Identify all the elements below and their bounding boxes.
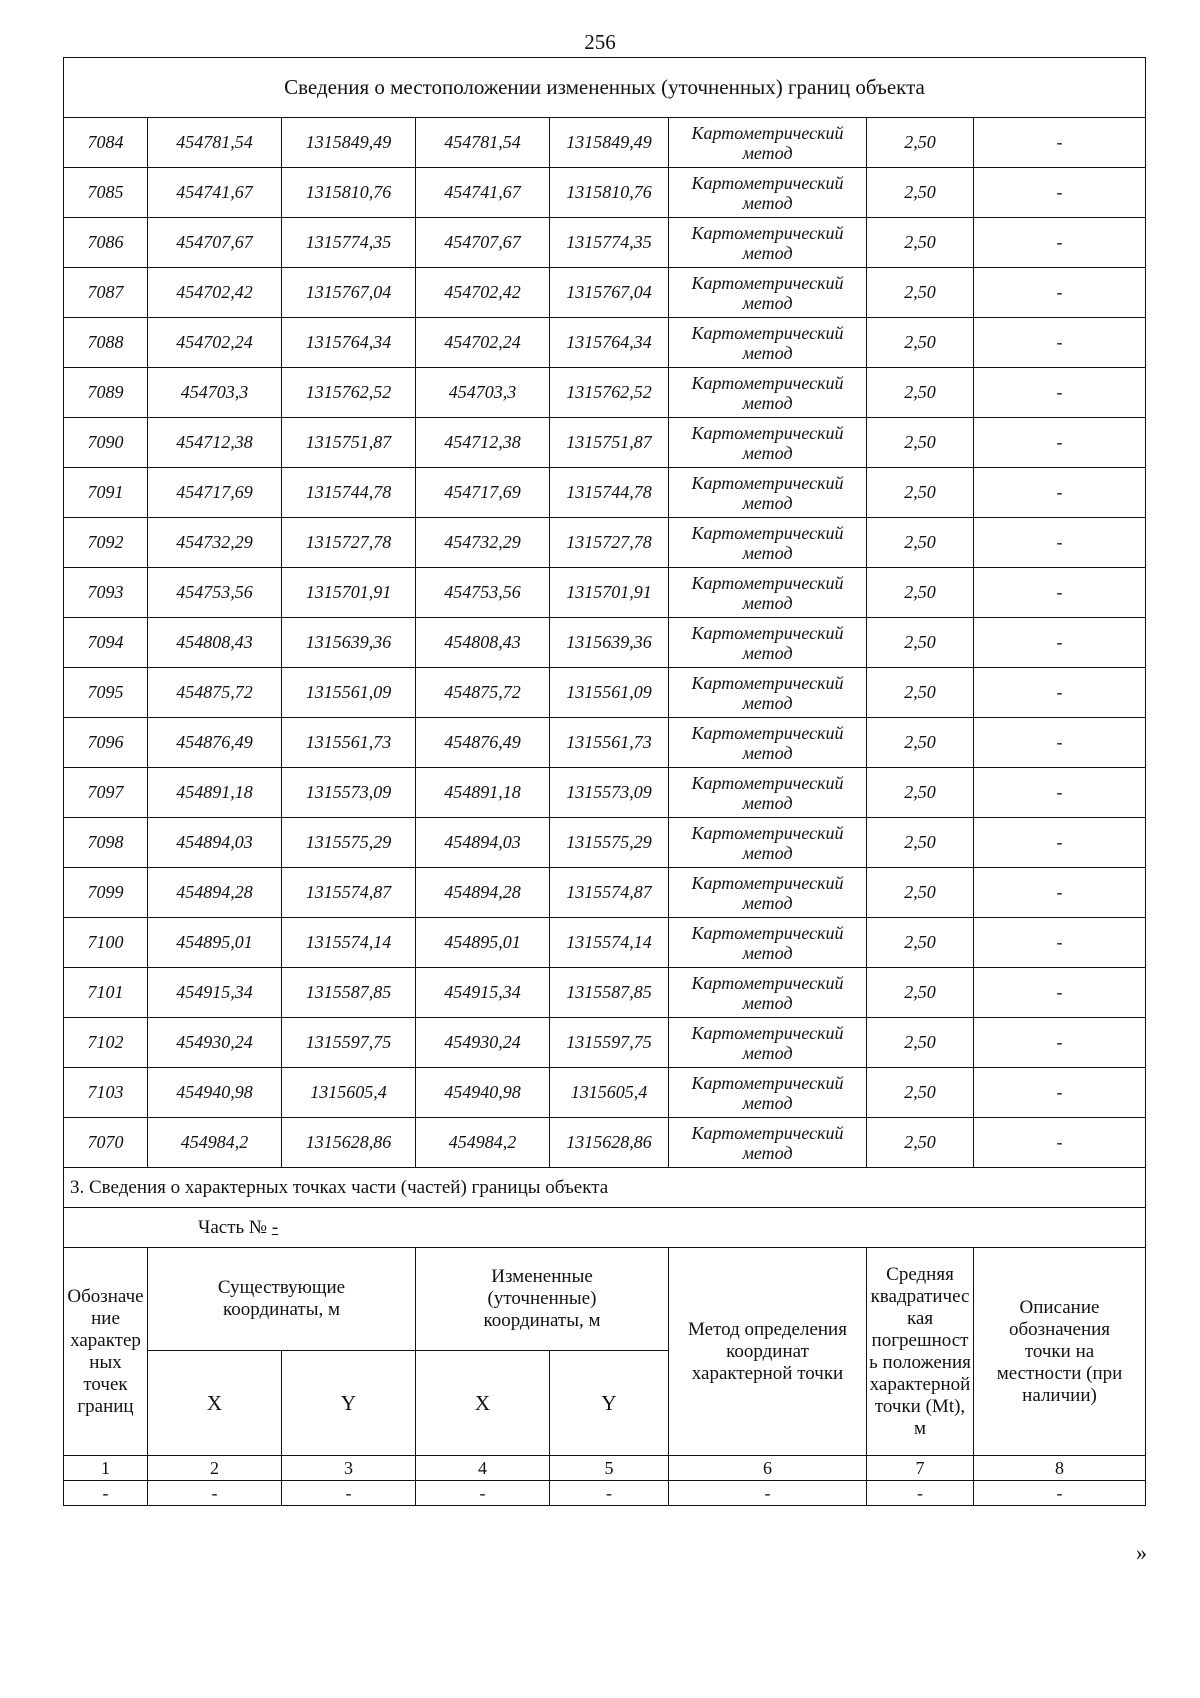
changed-y-cell: 1315573,09 [550, 768, 669, 818]
changed-x-cell: 454741,67 [416, 168, 550, 218]
existing-x-cell: 454876,49 [148, 718, 282, 768]
method-cell [669, 1018, 867, 1068]
mt-cell: 2,50 [867, 1068, 974, 1118]
changed-y-cell: 1315751,87 [550, 418, 669, 468]
existing-x-cell: 454891,18 [148, 768, 282, 818]
mt-cell: 2,50 [867, 368, 974, 418]
method-line: Картометрический [691, 372, 844, 393]
header-line: Метод определения [688, 1318, 847, 1340]
existing-x-cell: 454741,67 [148, 168, 282, 218]
method-line: метод [742, 692, 793, 713]
existing-y-cell: 1315764,34 [282, 318, 416, 368]
changed-y-cell: 1315574,87 [550, 868, 669, 918]
changed-x-cell: 454702,42 [416, 268, 550, 318]
header-changed-x: X [416, 1351, 550, 1456]
header-changed-y: Y [550, 1351, 669, 1456]
method-cell [669, 518, 867, 568]
empty-cell: - [282, 1481, 416, 1506]
point-id-cell: 7095 [64, 668, 148, 718]
header-method [669, 1248, 867, 1456]
method-line: метод [742, 492, 793, 513]
part-title [64, 1208, 1146, 1248]
header-line: погрешност [871, 1329, 969, 1351]
changed-x-cell: 454712,38 [416, 418, 550, 468]
existing-y-cell: 1315767,04 [282, 268, 416, 318]
empty-cell: - [867, 1481, 974, 1506]
table-row [64, 768, 1146, 818]
mt-cell: 2,50 [867, 118, 974, 168]
mt-cell: 2,50 [867, 668, 974, 718]
changed-x-cell: 454732,29 [416, 518, 550, 568]
method-line: Картометрический [691, 922, 844, 943]
existing-y-cell: 1315751,87 [282, 418, 416, 468]
method-line: Картометрический [691, 1122, 844, 1143]
existing-x-cell: 454875,72 [148, 668, 282, 718]
changed-x-cell: 454717,69 [416, 468, 550, 518]
point-id-cell: 7101 [64, 968, 148, 1018]
header-line: м [913, 1417, 927, 1439]
changed-x-cell: 454940,98 [416, 1068, 550, 1118]
changed-x-cell: 454930,24 [416, 1018, 550, 1068]
table-row [64, 718, 1146, 768]
mt-cell: 2,50 [867, 568, 974, 618]
changed-y-cell: 1315574,14 [550, 918, 669, 968]
header-line: Средняя [886, 1263, 954, 1285]
mt-cell: 2,50 [867, 318, 974, 368]
existing-x-cell: 454702,24 [148, 318, 282, 368]
method-line: Картометрический [691, 422, 844, 443]
description-cell: - [974, 368, 1146, 418]
table-row [64, 1068, 1146, 1118]
existing-y-cell: 1315587,85 [282, 968, 416, 1018]
column-number-cell: 1 [64, 1456, 148, 1481]
method-line: метод [742, 542, 793, 563]
existing-x-cell: 454707,67 [148, 218, 282, 268]
point-id-cell: 7103 [64, 1068, 148, 1118]
mt-cell: 2,50 [867, 618, 974, 668]
empty-cell: - [669, 1481, 867, 1506]
part-label: Часть № [198, 1216, 272, 1238]
description-cell: - [974, 418, 1146, 468]
column-number-cell: 7 [867, 1456, 974, 1481]
existing-x-cell: 454808,43 [148, 618, 282, 668]
method-line: метод [742, 192, 793, 213]
header-line: точек [83, 1373, 128, 1395]
column-number-cell: 5 [550, 1456, 669, 1481]
existing-x-cell: 454732,29 [148, 518, 282, 568]
description-cell: - [974, 1068, 1146, 1118]
header-line: местности (при [996, 1362, 1123, 1384]
existing-x-cell: 454984,2 [148, 1118, 282, 1168]
method-line: Картометрический [691, 772, 844, 793]
method-line: Картометрический [691, 522, 844, 543]
description-cell: - [974, 1018, 1146, 1068]
changed-y-cell: 1315639,36 [550, 618, 669, 668]
header-line: Обозначе [67, 1285, 144, 1307]
header-line: границ [77, 1395, 134, 1417]
existing-x-cell: 454915,34 [148, 968, 282, 1018]
method-cell [669, 868, 867, 918]
method-line: Картометрический [691, 172, 844, 193]
table-row [64, 118, 1146, 168]
method-cell [669, 268, 867, 318]
changed-y-cell: 1315764,34 [550, 318, 669, 368]
column-number-cell: 6 [669, 1456, 867, 1481]
method-line: Картометрический [691, 972, 844, 993]
method-cell [669, 368, 867, 418]
existing-x-cell: 454712,38 [148, 418, 282, 468]
table-row [64, 318, 1146, 368]
header-line: (уточненные) [487, 1288, 597, 1309]
existing-y-cell: 1315574,14 [282, 918, 416, 968]
mt-cell: 2,50 [867, 268, 974, 318]
changed-x-cell: 454707,67 [416, 218, 550, 268]
changed-y-cell: 1315628,86 [550, 1118, 669, 1168]
existing-y-cell: 1315561,09 [282, 668, 416, 718]
table-row [64, 968, 1146, 1018]
mt-cell: 2,50 [867, 168, 974, 218]
point-id-cell: 7099 [64, 868, 148, 918]
header-mt [867, 1248, 974, 1456]
header-existing-x: X [148, 1351, 282, 1456]
existing-y-cell: 1315574,87 [282, 868, 416, 918]
point-id-cell: 7086 [64, 218, 148, 268]
method-cell [669, 968, 867, 1018]
header-line: ние [91, 1307, 120, 1329]
empty-cell: - [416, 1481, 550, 1506]
column-number-cell: 8 [974, 1456, 1146, 1481]
table-row [64, 168, 1146, 218]
existing-x-cell: 454781,54 [148, 118, 282, 168]
mt-cell: 2,50 [867, 218, 974, 268]
method-cell [669, 1118, 867, 1168]
method-cell [669, 618, 867, 668]
empty-cell: - [64, 1481, 148, 1506]
point-id-cell: 7084 [64, 118, 148, 168]
description-cell: - [974, 618, 1146, 668]
point-id-cell: 7094 [64, 618, 148, 668]
table-row [64, 368, 1146, 418]
description-cell: - [974, 1118, 1146, 1168]
point-id-cell: 7089 [64, 368, 148, 418]
mt-cell: 2,50 [867, 1018, 974, 1068]
point-id-cell: 7088 [64, 318, 148, 368]
method-line: Картометрический [691, 1022, 844, 1043]
closing-quote: » [1136, 1540, 1147, 1565]
mt-cell: 2,50 [867, 968, 974, 1018]
changed-y-cell: 1315597,75 [550, 1018, 669, 1068]
existing-x-cell: 454894,28 [148, 868, 282, 918]
header-line: ь положения [869, 1351, 971, 1373]
point-id-cell: 7092 [64, 518, 148, 568]
method-line: Картометрический [691, 222, 844, 243]
table-row [64, 868, 1146, 918]
method-line: метод [742, 992, 793, 1013]
existing-y-cell: 1315605,4 [282, 1068, 416, 1118]
description-cell: - [974, 468, 1146, 518]
existing-x-cell: 454702,42 [148, 268, 282, 318]
section-title: Сведения о местоположении измененных (уточненных) границ объекта [64, 58, 1146, 118]
changed-y-cell: 1315561,09 [550, 668, 669, 718]
method-line: Картометрический [691, 672, 844, 693]
part-value: - [271, 1216, 279, 1238]
method-line: метод [742, 792, 793, 813]
method-line: Картометрический [691, 872, 844, 893]
table-row [64, 218, 1146, 268]
existing-y-cell: 1315561,73 [282, 718, 416, 768]
point-id-cell: 7097 [64, 768, 148, 818]
existing-y-cell: 1315762,52 [282, 368, 416, 418]
description-cell: - [974, 668, 1146, 718]
method-cell [669, 718, 867, 768]
header-line: координаты, м [483, 1310, 601, 1331]
method-line: Картометрический [691, 322, 844, 343]
existing-y-cell: 1315810,76 [282, 168, 416, 218]
method-line: Картометрический [691, 722, 844, 743]
header-line: характерной точки [691, 1362, 844, 1384]
changed-x-cell: 454808,43 [416, 618, 550, 668]
point-id-cell: 7070 [64, 1118, 148, 1168]
method-line: Картометрический [691, 572, 844, 593]
changed-x-cell: 454891,18 [416, 768, 550, 818]
description-cell: - [974, 768, 1146, 818]
method-line: метод [742, 892, 793, 913]
method-cell [669, 918, 867, 968]
existing-x-cell: 454753,56 [148, 568, 282, 618]
existing-y-cell: 1315774,35 [282, 218, 416, 268]
header-line: Измененные [491, 1266, 593, 1287]
mt-cell: 2,50 [867, 818, 974, 868]
changed-x-cell: 454703,3 [416, 368, 550, 418]
description-cell: - [974, 268, 1146, 318]
existing-y-cell: 1315597,75 [282, 1018, 416, 1068]
description-cell: - [974, 168, 1146, 218]
mt-cell: 2,50 [867, 868, 974, 918]
table-row [64, 518, 1146, 568]
method-cell [669, 768, 867, 818]
header-existing-coords [148, 1248, 416, 1351]
description-cell: - [974, 968, 1146, 1018]
existing-y-cell: 1315744,78 [282, 468, 416, 518]
method-line: Картометрический [691, 822, 844, 843]
changed-y-cell: 1315767,04 [550, 268, 669, 318]
column-number-cell: 3 [282, 1456, 416, 1481]
point-id-cell: 7090 [64, 418, 148, 468]
page-number: 256 [584, 30, 616, 54]
point-id-cell: 7100 [64, 918, 148, 968]
method-cell [669, 218, 867, 268]
existing-x-cell: 454895,01 [148, 918, 282, 968]
method-line: метод [742, 642, 793, 663]
point-id-cell: 7102 [64, 1018, 148, 1068]
existing-y-cell: 1315849,49 [282, 118, 416, 168]
description-cell: - [974, 868, 1146, 918]
header-line: точки на [1024, 1340, 1095, 1362]
changed-y-cell: 1315587,85 [550, 968, 669, 1018]
method-line: Картометрический [691, 622, 844, 643]
empty-cell: - [974, 1481, 1146, 1506]
changed-x-cell: 454875,72 [416, 668, 550, 718]
description-cell: - [974, 518, 1146, 568]
header-changed-coords [416, 1248, 669, 1351]
mt-cell: 2,50 [867, 518, 974, 568]
description-cell: - [974, 318, 1146, 368]
mt-cell: 2,50 [867, 468, 974, 518]
header-point-designation [64, 1248, 148, 1456]
section3-title: 3. Сведения о характерных точках части (частей) границы объекта [64, 1168, 1146, 1208]
table-row [64, 918, 1146, 968]
mt-cell: 2,50 [867, 768, 974, 818]
method-line: метод [742, 842, 793, 863]
changed-x-cell: 454895,01 [416, 918, 550, 968]
table-row [64, 268, 1146, 318]
method-line: Картометрический [691, 122, 844, 143]
changed-x-cell: 454781,54 [416, 118, 550, 168]
description-cell: - [974, 918, 1146, 968]
existing-y-cell: 1315628,86 [282, 1118, 416, 1168]
changed-x-cell: 454984,2 [416, 1118, 550, 1168]
method-line: метод [742, 942, 793, 963]
table-row [64, 1018, 1146, 1068]
changed-y-cell: 1315810,76 [550, 168, 669, 218]
header-line: точки (Mt), [874, 1395, 966, 1417]
empty-cell: - [148, 1481, 282, 1506]
method-cell [669, 168, 867, 218]
description-cell: - [974, 118, 1146, 168]
changed-y-cell: 1315605,4 [550, 1068, 669, 1118]
table-row [64, 1118, 1146, 1168]
method-cell [669, 418, 867, 468]
existing-x-cell: 454717,69 [148, 468, 282, 518]
column-number-cell: 2 [148, 1456, 282, 1481]
method-cell [669, 668, 867, 718]
point-id-cell: 7087 [64, 268, 148, 318]
table-row [64, 468, 1146, 518]
column-number-cell: 4 [416, 1456, 550, 1481]
changed-x-cell: 454894,28 [416, 868, 550, 918]
coordinates-table [63, 57, 1146, 1506]
point-id-cell: 7098 [64, 818, 148, 868]
point-id-cell: 7093 [64, 568, 148, 618]
table-row [64, 668, 1146, 718]
method-line: метод [742, 342, 793, 363]
method-line: метод [742, 142, 793, 163]
method-cell [669, 468, 867, 518]
header-line: Существующие [217, 1277, 346, 1298]
header-line: наличии) [1022, 1384, 1097, 1406]
existing-y-cell: 1315573,09 [282, 768, 416, 818]
existing-y-cell: 1315727,78 [282, 518, 416, 568]
description-cell: - [974, 568, 1146, 618]
point-id-cell: 7091 [64, 468, 148, 518]
changed-x-cell: 454753,56 [416, 568, 550, 618]
header-line: координаты, м [222, 1299, 341, 1320]
method-cell [669, 118, 867, 168]
changed-y-cell: 1315762,52 [550, 368, 669, 418]
method-line: метод [742, 592, 793, 613]
table-row [64, 1481, 1146, 1506]
description-cell: - [974, 718, 1146, 768]
existing-x-cell: 454703,3 [148, 368, 282, 418]
method-cell [669, 818, 867, 868]
method-line: метод [742, 1042, 793, 1063]
header-line: обозначения [1008, 1318, 1111, 1340]
existing-y-cell: 1315575,29 [282, 818, 416, 868]
method-line: метод [742, 292, 793, 313]
existing-x-cell: 454940,98 [148, 1068, 282, 1118]
empty-cell: - [550, 1481, 669, 1506]
header-line: координат [726, 1340, 809, 1362]
changed-x-cell: 454702,24 [416, 318, 550, 368]
changed-y-cell: 1315774,35 [550, 218, 669, 268]
method-line: метод [742, 742, 793, 763]
method-line: метод [742, 392, 793, 413]
table-row [64, 418, 1146, 468]
method-line: метод [742, 1142, 793, 1163]
mt-cell: 2,50 [867, 418, 974, 468]
method-line: Картометрический [691, 472, 844, 493]
existing-y-cell: 1315639,36 [282, 618, 416, 668]
table-row [64, 618, 1146, 668]
header-line: ных [89, 1351, 122, 1373]
mt-cell: 2,50 [867, 1118, 974, 1168]
mt-cell: 2,50 [867, 918, 974, 968]
header-line: кая [906, 1307, 934, 1329]
table-row [64, 568, 1146, 618]
header-line: Описание [1019, 1296, 1100, 1318]
method-cell [669, 318, 867, 368]
method-cell [669, 1068, 867, 1118]
header-description [974, 1248, 1146, 1456]
mt-cell: 2,50 [867, 718, 974, 768]
method-line: метод [742, 1092, 793, 1113]
header-existing-y: Y [282, 1351, 416, 1456]
header-line: квадратичес [870, 1285, 970, 1307]
changed-y-cell: 1315849,49 [550, 118, 669, 168]
existing-x-cell: 454894,03 [148, 818, 282, 868]
changed-y-cell: 1315744,78 [550, 468, 669, 518]
method-cell [669, 568, 867, 618]
description-cell: - [974, 818, 1146, 868]
changed-x-cell: 454915,34 [416, 968, 550, 1018]
changed-y-cell: 1315727,78 [550, 518, 669, 568]
method-line: метод [742, 242, 793, 263]
existing-x-cell: 454930,24 [148, 1018, 282, 1068]
header-line: характерной [869, 1373, 971, 1395]
header-line: характер [70, 1329, 141, 1351]
table-row [64, 818, 1146, 868]
changed-y-cell: 1315701,91 [550, 568, 669, 618]
changed-y-cell: 1315575,29 [550, 818, 669, 868]
changed-x-cell: 454876,49 [416, 718, 550, 768]
point-id-cell: 7096 [64, 718, 148, 768]
method-line: Картометрический [691, 1072, 844, 1093]
existing-y-cell: 1315701,91 [282, 568, 416, 618]
method-line: метод [742, 442, 793, 463]
point-id-cell: 7085 [64, 168, 148, 218]
changed-x-cell: 454894,03 [416, 818, 550, 868]
changed-y-cell: 1315561,73 [550, 718, 669, 768]
description-cell: - [974, 218, 1146, 268]
method-line: Картометрический [691, 272, 844, 293]
